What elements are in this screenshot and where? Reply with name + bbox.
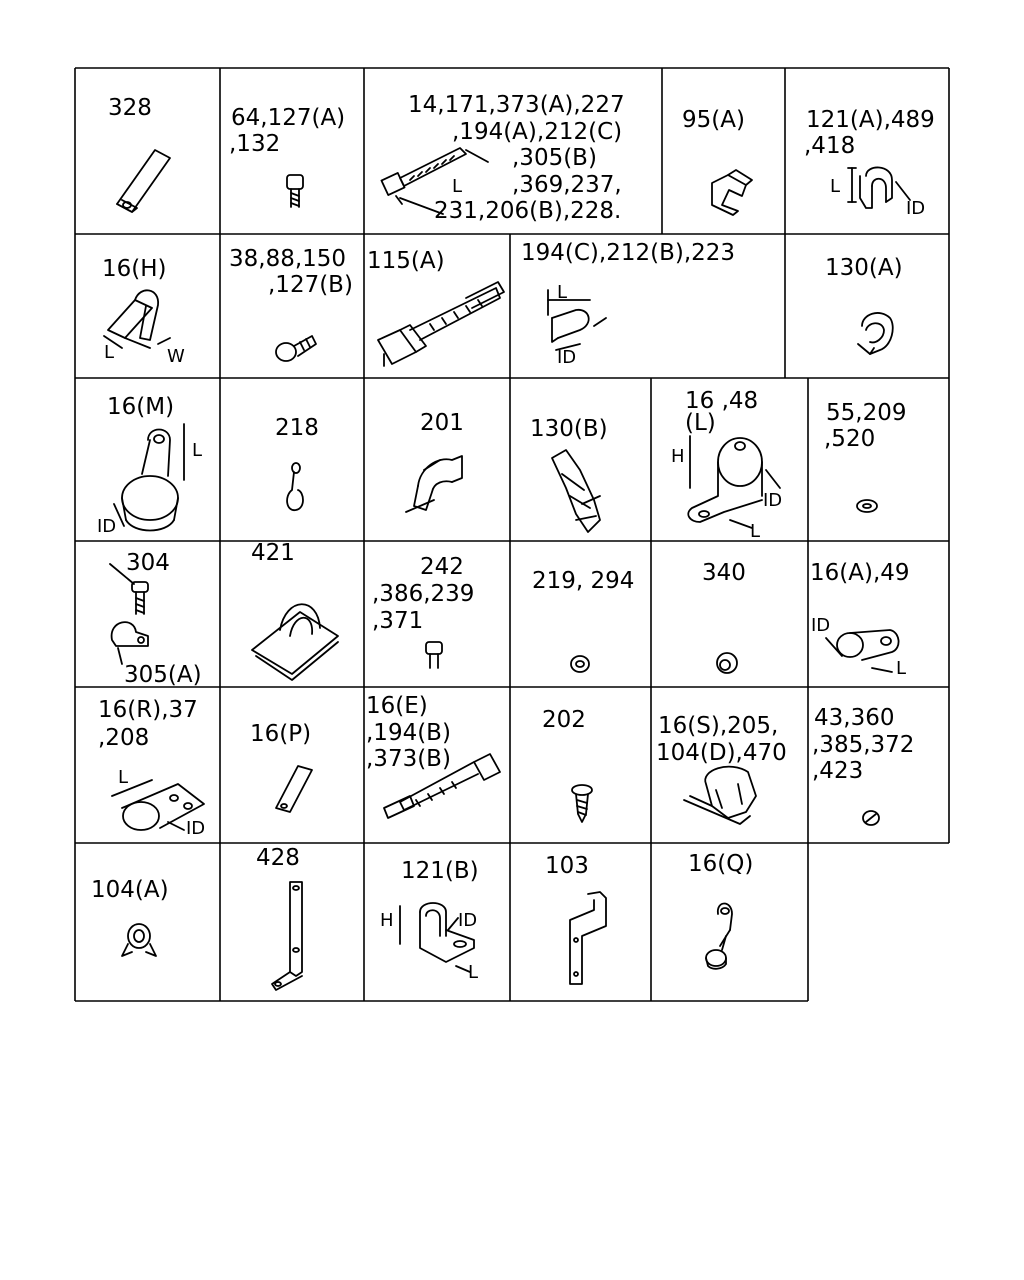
dim-c31-l: L	[468, 962, 479, 983]
dim-c3-l: L	[452, 176, 463, 197]
cell-219-label: 219, 294	[532, 568, 635, 594]
cell-242-label-line2: ,386,239	[372, 581, 475, 607]
washer-55-drawing	[857, 500, 877, 512]
cell-421-label: 421	[251, 540, 295, 566]
bracket-428-drawing	[272, 882, 302, 990]
cell-242-label-line3: ,371	[372, 608, 424, 634]
clamp-104a-drawing	[122, 924, 156, 956]
clip-130a-drawing	[858, 313, 893, 354]
part-illustrations	[104, 148, 910, 990]
clamp-16a-drawing	[826, 630, 899, 672]
cell-14-label-line2: ,194(A),212(C)	[452, 119, 623, 145]
bracket-103-drawing	[570, 892, 606, 984]
cell-38-label-line2: ,127(B)	[268, 272, 353, 298]
dim-c9-id: ID	[557, 347, 577, 368]
cell-103-label: 103	[545, 853, 589, 879]
cell-43-label-line1: 43,360	[814, 705, 895, 731]
grommet-340-drawing	[717, 653, 737, 673]
cell-64-label-line2: ,132	[229, 131, 281, 157]
cell-16s-label-line2: 104(D),470	[656, 740, 787, 766]
dim-c31-id: ID	[458, 910, 478, 931]
cell-201-label: 201	[420, 410, 464, 436]
cell-16q-label: 16(Q)	[688, 851, 754, 877]
dim-c22-l: L	[896, 658, 907, 679]
dim-c23-l: L	[118, 767, 129, 788]
bracket-201-drawing	[406, 456, 462, 512]
cell-38-label-line1: 38,88,150	[229, 246, 347, 272]
cell-16a-label: 16(A),49	[810, 560, 910, 586]
clip-43-drawing	[863, 811, 879, 825]
cell-16m-label: 16(M)	[107, 394, 175, 420]
bolt-38-drawing	[276, 336, 316, 361]
clip-16s-drawing	[684, 767, 756, 824]
cell-16s-label-line1: 16(S),205,	[658, 713, 779, 739]
dim-c15-h: H	[671, 446, 685, 467]
clip-95-drawing	[712, 170, 752, 215]
screw-202-drawing	[572, 785, 592, 822]
cell-194c-label: 194(C),212(B),223	[521, 240, 736, 266]
dim-c23-id: ID	[186, 818, 206, 839]
nut-219-drawing	[571, 656, 589, 672]
cell-328-label: 328	[108, 95, 152, 121]
bracket-16-48-drawing	[688, 436, 783, 528]
cell-16e-label-line3: ,373(B)	[366, 746, 451, 772]
cell-14-label-line1: 14,171,373(A),227	[408, 92, 625, 118]
cell-305a-label: 305(A)	[124, 662, 202, 688]
dim-c6-l: L	[104, 342, 115, 363]
bracket-328-drawing	[117, 150, 170, 212]
clip-218-drawing	[287, 463, 303, 510]
cell-64-label-line1: 64,127(A)	[231, 105, 346, 131]
dim-c31-h: H	[380, 910, 394, 931]
cell-340-label: 340	[702, 560, 746, 586]
cell-16e-label-line2: ,194(B)	[366, 720, 451, 746]
cell-16p-label: 16(P)	[250, 721, 312, 747]
dim-c11-id: ID	[97, 516, 117, 537]
dim-c15-id: ID	[763, 490, 783, 511]
dim-c5-l: L	[830, 176, 841, 197]
cell-43-label-line3: ,423	[812, 758, 864, 784]
clip-16h-drawing	[104, 290, 170, 348]
dim-c22-id: ID	[811, 615, 831, 636]
bolt-64-drawing	[287, 175, 303, 207]
cell-16h-label: 16(H)	[102, 256, 167, 282]
cell-14-label-line5: 231,206(B),228.	[434, 198, 622, 224]
cell-202-label: 202	[542, 707, 586, 733]
dim-c9-l: L	[557, 282, 568, 303]
cell-16r-label-line1: 16(R),37	[98, 697, 198, 723]
cell-130a-label: 130(A)	[825, 255, 903, 281]
cell-16-48-label-line2: (L)	[685, 410, 716, 436]
cell-16e-label-line1: 16(E)	[366, 693, 428, 719]
clip-130b-drawing	[552, 450, 600, 532]
cell-43-label-line2: ,385,372	[812, 732, 915, 758]
cell-14-label-line4: ,369,237,	[512, 172, 622, 198]
dim-c6-w: W	[167, 346, 185, 367]
cell-16-48-label-line1: 16 ,48	[685, 388, 759, 414]
clamp-121a-drawing	[848, 167, 910, 208]
cell-121b-label: 121(B)	[401, 858, 479, 884]
cell-55-label-line2: ,520	[824, 426, 876, 452]
clamp-16m-drawing	[114, 424, 184, 531]
bolt-242-drawing	[426, 642, 442, 668]
cell-16r-label-line2: ,208	[98, 725, 150, 751]
cell-121a-label-line2: ,418	[804, 133, 856, 159]
clamp-16q-drawing	[706, 904, 732, 969]
dimension-letters	[97, 176, 925, 983]
cell-104a-label: 104(A)	[91, 877, 169, 903]
dim-c15-l: L	[750, 521, 761, 542]
bracket-16p-drawing	[276, 766, 312, 812]
cable-tie-115-drawing	[378, 282, 504, 366]
dim-c5-id: ID	[906, 198, 926, 219]
cell-121a-label-line1: 121(A),489	[806, 107, 935, 133]
cell-242-label-line1: 242	[420, 554, 464, 580]
cell-304-label: 304	[126, 550, 170, 576]
dim-c11-l: L	[192, 440, 203, 461]
clip-305a-drawing	[112, 622, 148, 664]
cell-55-label-line1: 55,209	[826, 400, 907, 426]
cell-218-label: 218	[275, 415, 319, 441]
cell-115-label: 115(A)	[367, 248, 445, 274]
cell-428-label: 428	[256, 845, 300, 871]
cell-14-label-line3: ,305(B)	[512, 145, 597, 171]
mount-421-drawing	[252, 604, 338, 680]
cell-130b-label: 130(B)	[530, 416, 608, 442]
cell-95-label: 95(A)	[682, 107, 745, 133]
